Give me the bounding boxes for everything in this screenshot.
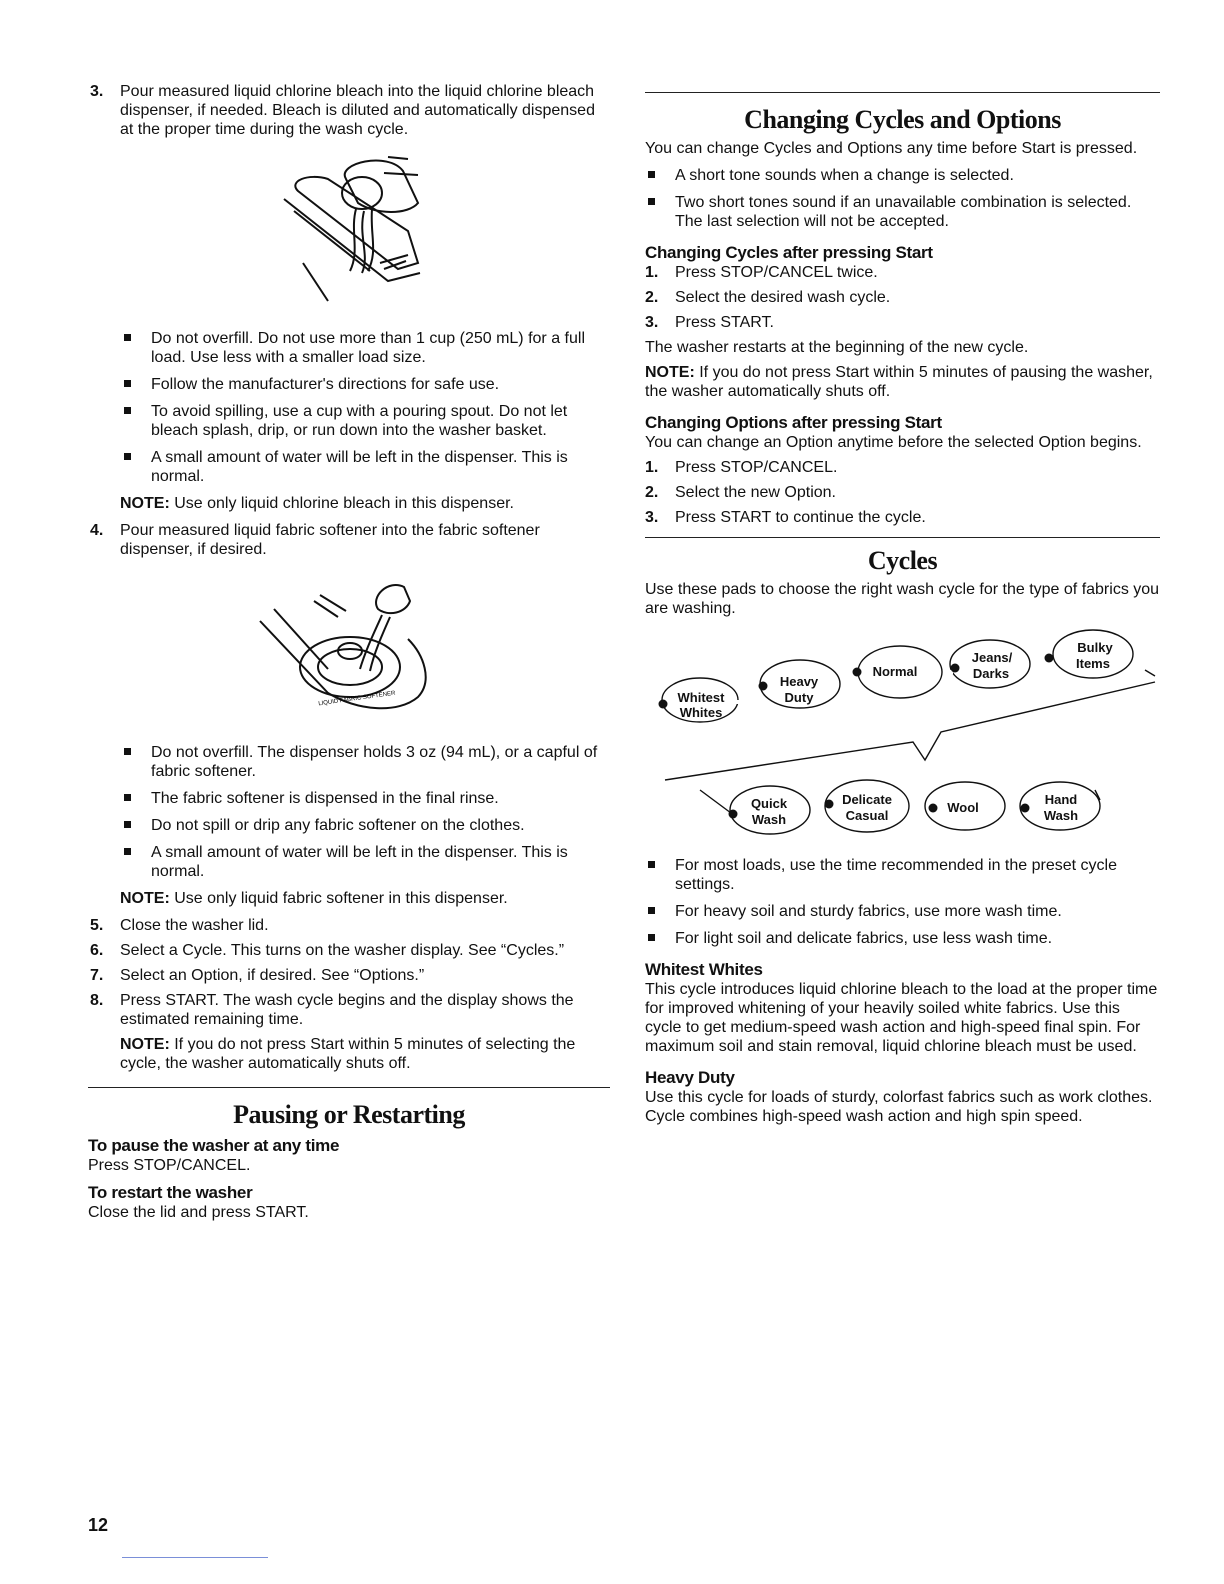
whitest-text: This cycle introduces liquid chlorine bleach to the load at the proper time for improved whitening of your heavily soiled white fabrics. Use this cycle to get medium-speed wash action and high-speed final spin. For maximum soil and stain removal, liquid chlorine bleach must be used. <box>645 981 1158 1055</box>
bleach-bullet-1: Do not overfill. Do not use more than 1 cup (250 mL) for a full load. Use less with a smaller load size. <box>121 329 610 367</box>
start-note: NOTE: If you do not press Start within 5 minutes of selecting the cycle, the washer automatically shuts off. <box>120 1036 576 1072</box>
cycle-delicate-label[interactable]: Delicate <box>842 792 892 807</box>
pause-note: NOTE: If you do not press Start within 5 minutes of pausing the washer, the washer automatically shuts off. <box>645 364 1153 400</box>
cycle-jeans-label-2[interactable]: Darks <box>972 666 1010 681</box>
cycle-whitest-label-2[interactable]: Whites <box>679 705 723 720</box>
heavy-heading: Heavy Duty <box>645 1068 735 1087</box>
cycle-quick-label-2[interactable]: Wash <box>751 812 787 827</box>
cycle-led-bulky <box>1045 654 1054 663</box>
cycle-led-delicate <box>825 800 834 809</box>
softener-dispenser-label: LIQUID FABRIC SOFTENER <box>318 690 396 708</box>
section-divider <box>645 92 1160 93</box>
softener-bullet-2: The fabric softener is dispensed in the final rinse. <box>121 789 610 808</box>
section-divider <box>645 537 1160 538</box>
cycles-intro: Use these pads to choose the right wash cycle for the type of fabrics you are washing. <box>645 581 1160 617</box>
right-column <box>645 92 1160 1126</box>
options-step-3: 3. Press START to continue the cycle. <box>645 509 926 526</box>
cycle-heavy-label-2[interactable]: Duty <box>784 690 814 705</box>
restart-text: Close the lid and press START. <box>88 1204 309 1221</box>
softener-bullet-1: Do not overfill. The dispenser holds 3 oz (94 mL), or a capful of fabric softener. <box>121 743 610 781</box>
cycle-led-hand <box>1021 804 1030 813</box>
pausing-title: Pausing or Restarting <box>233 1100 465 1129</box>
options-step-2: 2. Select the new Option. <box>645 484 836 501</box>
cycle-led-quick <box>729 810 738 819</box>
step-7: 7. Select an Option, if desired. See “Options.” <box>90 967 425 984</box>
step-6: 6. Select a Cycle. This turns on the washer display. See “Cycles.” <box>90 942 565 959</box>
changing-bullet-2: Two short tones sound if an unavailable combination is selected. The last selection will not be accepted. <box>645 193 1160 231</box>
step-4 <box>88 521 610 559</box>
cycle-led-wool <box>929 804 938 813</box>
pause-text: Press STOP/CANCEL. <box>88 1157 251 1174</box>
section-divider <box>88 1087 610 1088</box>
cycles-bullet-2: For heavy soil and sturdy fabrics, use more wash time. <box>645 902 1160 921</box>
cycle-jeans-label[interactable]: Jeans/ <box>971 650 1013 665</box>
cycle-heavy-label[interactable]: Heavy <box>779 674 819 689</box>
restart-info: The washer restarts at the beginning of the new cycle. <box>645 339 1029 356</box>
step-number: 3. <box>90 83 104 100</box>
after-start-step-3: 3. Press START. <box>645 314 774 331</box>
cycle-led-heavy <box>759 682 768 691</box>
cycle-hand-label-2[interactable]: Wash <box>1043 808 1079 823</box>
step-number: 4. <box>90 522 104 539</box>
step-3 <box>88 82 610 139</box>
cycle-selector-panel <box>645 620 1160 840</box>
left-column <box>88 82 610 1222</box>
after-start-step-1: 1. Press STOP/CANCEL twice. <box>645 264 878 281</box>
heavy-text: Use this cycle for loads of sturdy, colorfast fabrics such as work clothes. Cycle combines high-speed wash action and high spin speed. <box>645 1089 1153 1125</box>
cycles-title: Cycles <box>867 546 938 575</box>
cycle-led-normal <box>853 668 862 677</box>
cycle-delicate-label-2[interactable]: Casual <box>845 808 889 823</box>
after-start-heading: Changing Cycles after pressing Start <box>645 243 933 262</box>
cycle-bulky-label[interactable]: Bulky <box>1077 640 1113 655</box>
softener-pour-illustration <box>88 569 610 729</box>
bleach-bullet-4: A small amount of water will be left in the dispenser. This is normal. <box>121 448 610 486</box>
softener-bullet-4: A small amount of water will be left in the dispenser. This is normal. <box>121 843 610 881</box>
options-heading: Changing Options after pressing Start <box>645 413 942 432</box>
changing-bullet-1: A short tone sounds when a change is selected. <box>645 166 1160 185</box>
page-number: 12 <box>88 1515 109 1535</box>
cycles-bullet-1: For most loads, use the time recommended in the preset cycle settings. <box>645 856 1160 894</box>
cycle-whitest-label[interactable]: Whitest <box>677 690 725 705</box>
cycle-hand-label[interactable]: Hand <box>1044 792 1078 807</box>
step-text: Pour measured liquid chlorine bleach into the liquid chlorine bleach dispenser, if needed. Bleach is diluted and automatically dispensed at the proper time during the wash cycle. <box>120 83 595 138</box>
bleach-bullet-3: To avoid spilling, use a cup with a pouring spout. Do not let bleach splash, drip, or run down into the washer basket. <box>121 402 610 440</box>
softener-bullet-3: Do not spill or drip any fabric softener on the clothes. <box>121 816 610 835</box>
pause-heading: To pause the washer at any time <box>88 1136 340 1155</box>
step-8: 8. Press START. The wash cycle begins and the display shows the estimated remaining time. <box>90 992 574 1028</box>
step-5: 5. Close the washer lid. <box>90 917 269 934</box>
softener-note: NOTE: Use only liquid fabric softener in this dispenser. <box>120 890 508 907</box>
bleach-note: NOTE: Use only liquid chlorine bleach in this dispenser. <box>120 495 514 512</box>
after-start-step-2: 2. Select the desired wash cycle. <box>645 289 891 306</box>
options-step-1: 1. Press STOP/CANCEL. <box>645 459 838 476</box>
footer-line <box>122 1557 268 1558</box>
restart-heading: To restart the washer <box>88 1183 253 1202</box>
step-text: Pour measured liquid fabric softener into the fabric softener dispenser, if desired. <box>120 522 540 558</box>
cycle-led-whitest <box>659 700 668 709</box>
changing-intro: You can change Cycles and Options any time before Start is pressed. <box>645 140 1138 157</box>
cycles-bullet-3: For light soil and delicate fabrics, use less wash time. <box>645 929 1160 948</box>
options-intro: You can change an Option anytime before the selected Option begins. <box>645 434 1142 451</box>
cycle-bulky-label-2[interactable]: Items <box>1076 656 1110 671</box>
changing-title: Changing Cycles and Options <box>744 105 1061 134</box>
cycle-led-jeans <box>951 664 960 673</box>
cycle-quick-label[interactable]: Quick <box>750 796 788 811</box>
bleach-pour-illustration <box>88 151 610 321</box>
whitest-heading: Whitest Whites <box>645 960 763 979</box>
cycle-normal-label[interactable]: Normal <box>872 664 918 679</box>
bleach-bullet-2: Follow the manufacturer's directions for safe use. <box>121 375 610 394</box>
cycle-wool-label[interactable]: Wool <box>947 800 979 815</box>
